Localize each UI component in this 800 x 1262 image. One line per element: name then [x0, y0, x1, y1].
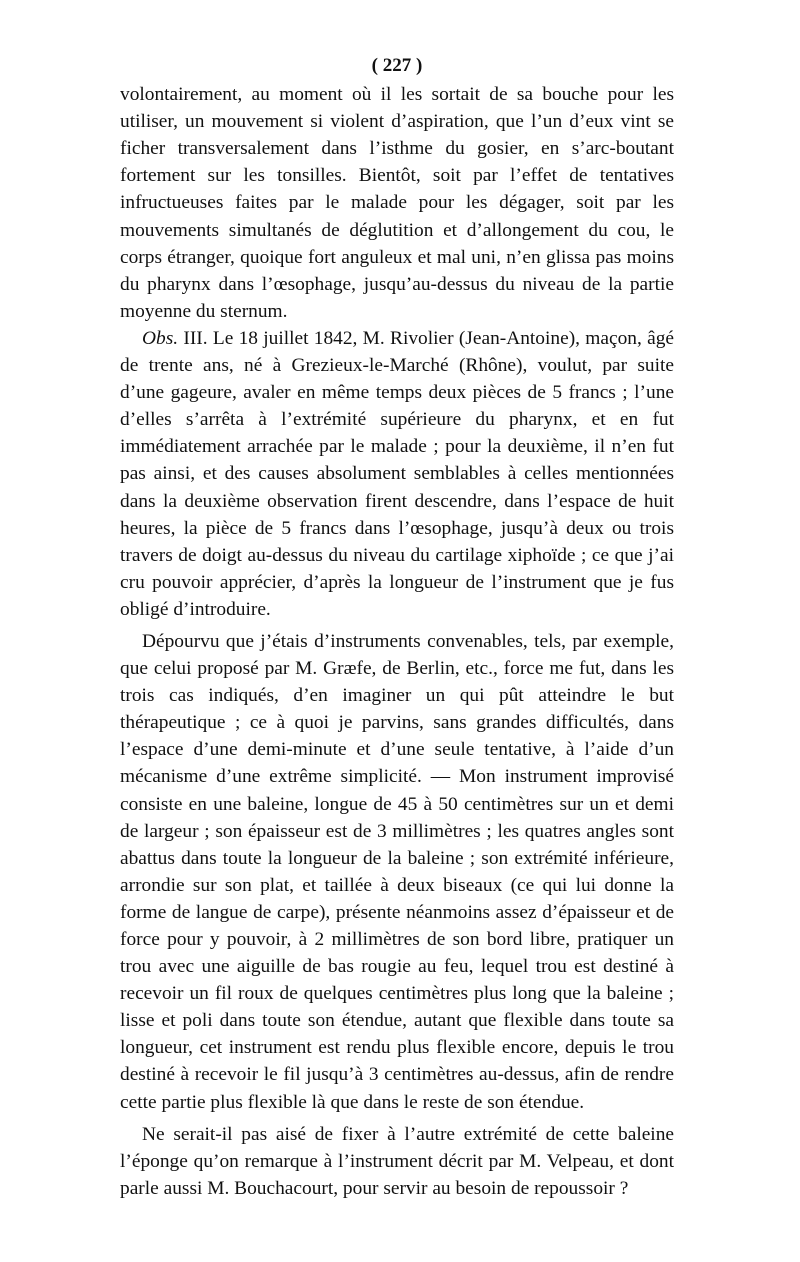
document-page: [120, 52, 674, 1202]
paragraph-observation-3: [120, 325, 674, 623]
paragraph-instrument-description: Dépourvu que j’étais d’instruments convenables, tels, par exemple, que celui proposé par M. Græfe, de Berlin, etc., force me fut, dans les trois cas indiqués, d’en imaginer un qui pût atteindre le but thérapeutique ; ce à quoi je parvins, sans grandes difficultés, dans l’espace d’une demi-minute et d’une seule tentative, à l’aide d’un mécanisme d’une extrême simplicité. — Mon instrument improvisé consiste en une baleine, longue de 45 à 50 centimètres sur un et demi de largeur ; son épaisseur est de 3 millimètres ; les quatres angles sont abattus dans toute la longueur de la baleine ; son extrémité inférieure, arrondie sur son plat, et taillée à deux biseaux (ce qui lui donne la forme de langue de carpe), présente néanmoins assez d’épaisseur et de force pour y pouvoir, à 2 millimètres de son bord libre, pratiquer un trou avec une aiguille de bas rougie au feu, lequel trou est destiné à recevoir un fil roux de quelques centimètres plus long que la baleine ; lisse et poli dans toute son étendue, autant que flexible dans toute sa longueur, cet instrument est rendu plus flexible encore, depuis le trou destiné à recevoir le fil jusqu’à 3 centimètres au-dessus, afin de rendre cette partie plus flexible là que dans le reste de son étendue.: [120, 630, 674, 1113]
observation-label: Obs.: [142, 327, 179, 349]
paragraph-continuation: volontairement, au moment où il les sortait de sa bouche pour les utiliser, un mouvement si violent d’aspiration, que l’un d’eux vint se ficher transversalement dans l’isthme du gosier, en s’arc-boutant fortement sur les tonsilles. Bientôt, soit par l’effet de tentatives infructueuses faites par le malade pour les dégager, soit par les mouvements simultanés de déglutition et d’allongement du cou, le corps étranger, quoique fort anguleux et mal uni, n’en glissa pas moins du pharynx dans l’œsophage, jusqu’au-dessus du niveau de la partie moyenne du sternum.: [120, 84, 674, 322]
page-number: ( 227 ): [371, 55, 423, 76]
paragraph-closing-question: Ne serait-il pas aisé de fixer à l’autre extrémité de cette baleine l’éponge qu’on remarque à l’instrument décrit par M. Velpeau, et dont parle aussi M. Bouchacourt, pour servir au besoin de repoussoir ?: [120, 1123, 674, 1199]
observation-text: III. Le 18 juillet 1842, M. Rivolier (Jean-Antoine), maçon, âgé de trente ans, né à Grezieux-le-Marché (Rhône), voulut, par suite d’une gageure, avaler en même temps deux pièces de 5 francs ; l’une d’elles s’arrêta à l’extrémité supérieure du pharynx, et en fut immédiatement arrachée par le malade ; pour la deuxième, il n’en fut pas ainsi, et des causes absolument semblables à celles mentionnées dans la deuxième observation firent descendre, dans l’espace de huit heures, la pièce de 5 francs dans l’œsophage, jusqu’à deux ou trois travers de doigt au-dessus du niveau du cartilage xiphoïde ; ce que j’ai cru pouvoir apprécier, d’après la longueur de l’instrument que je fus obligé d’introduire.: [120, 327, 674, 620]
